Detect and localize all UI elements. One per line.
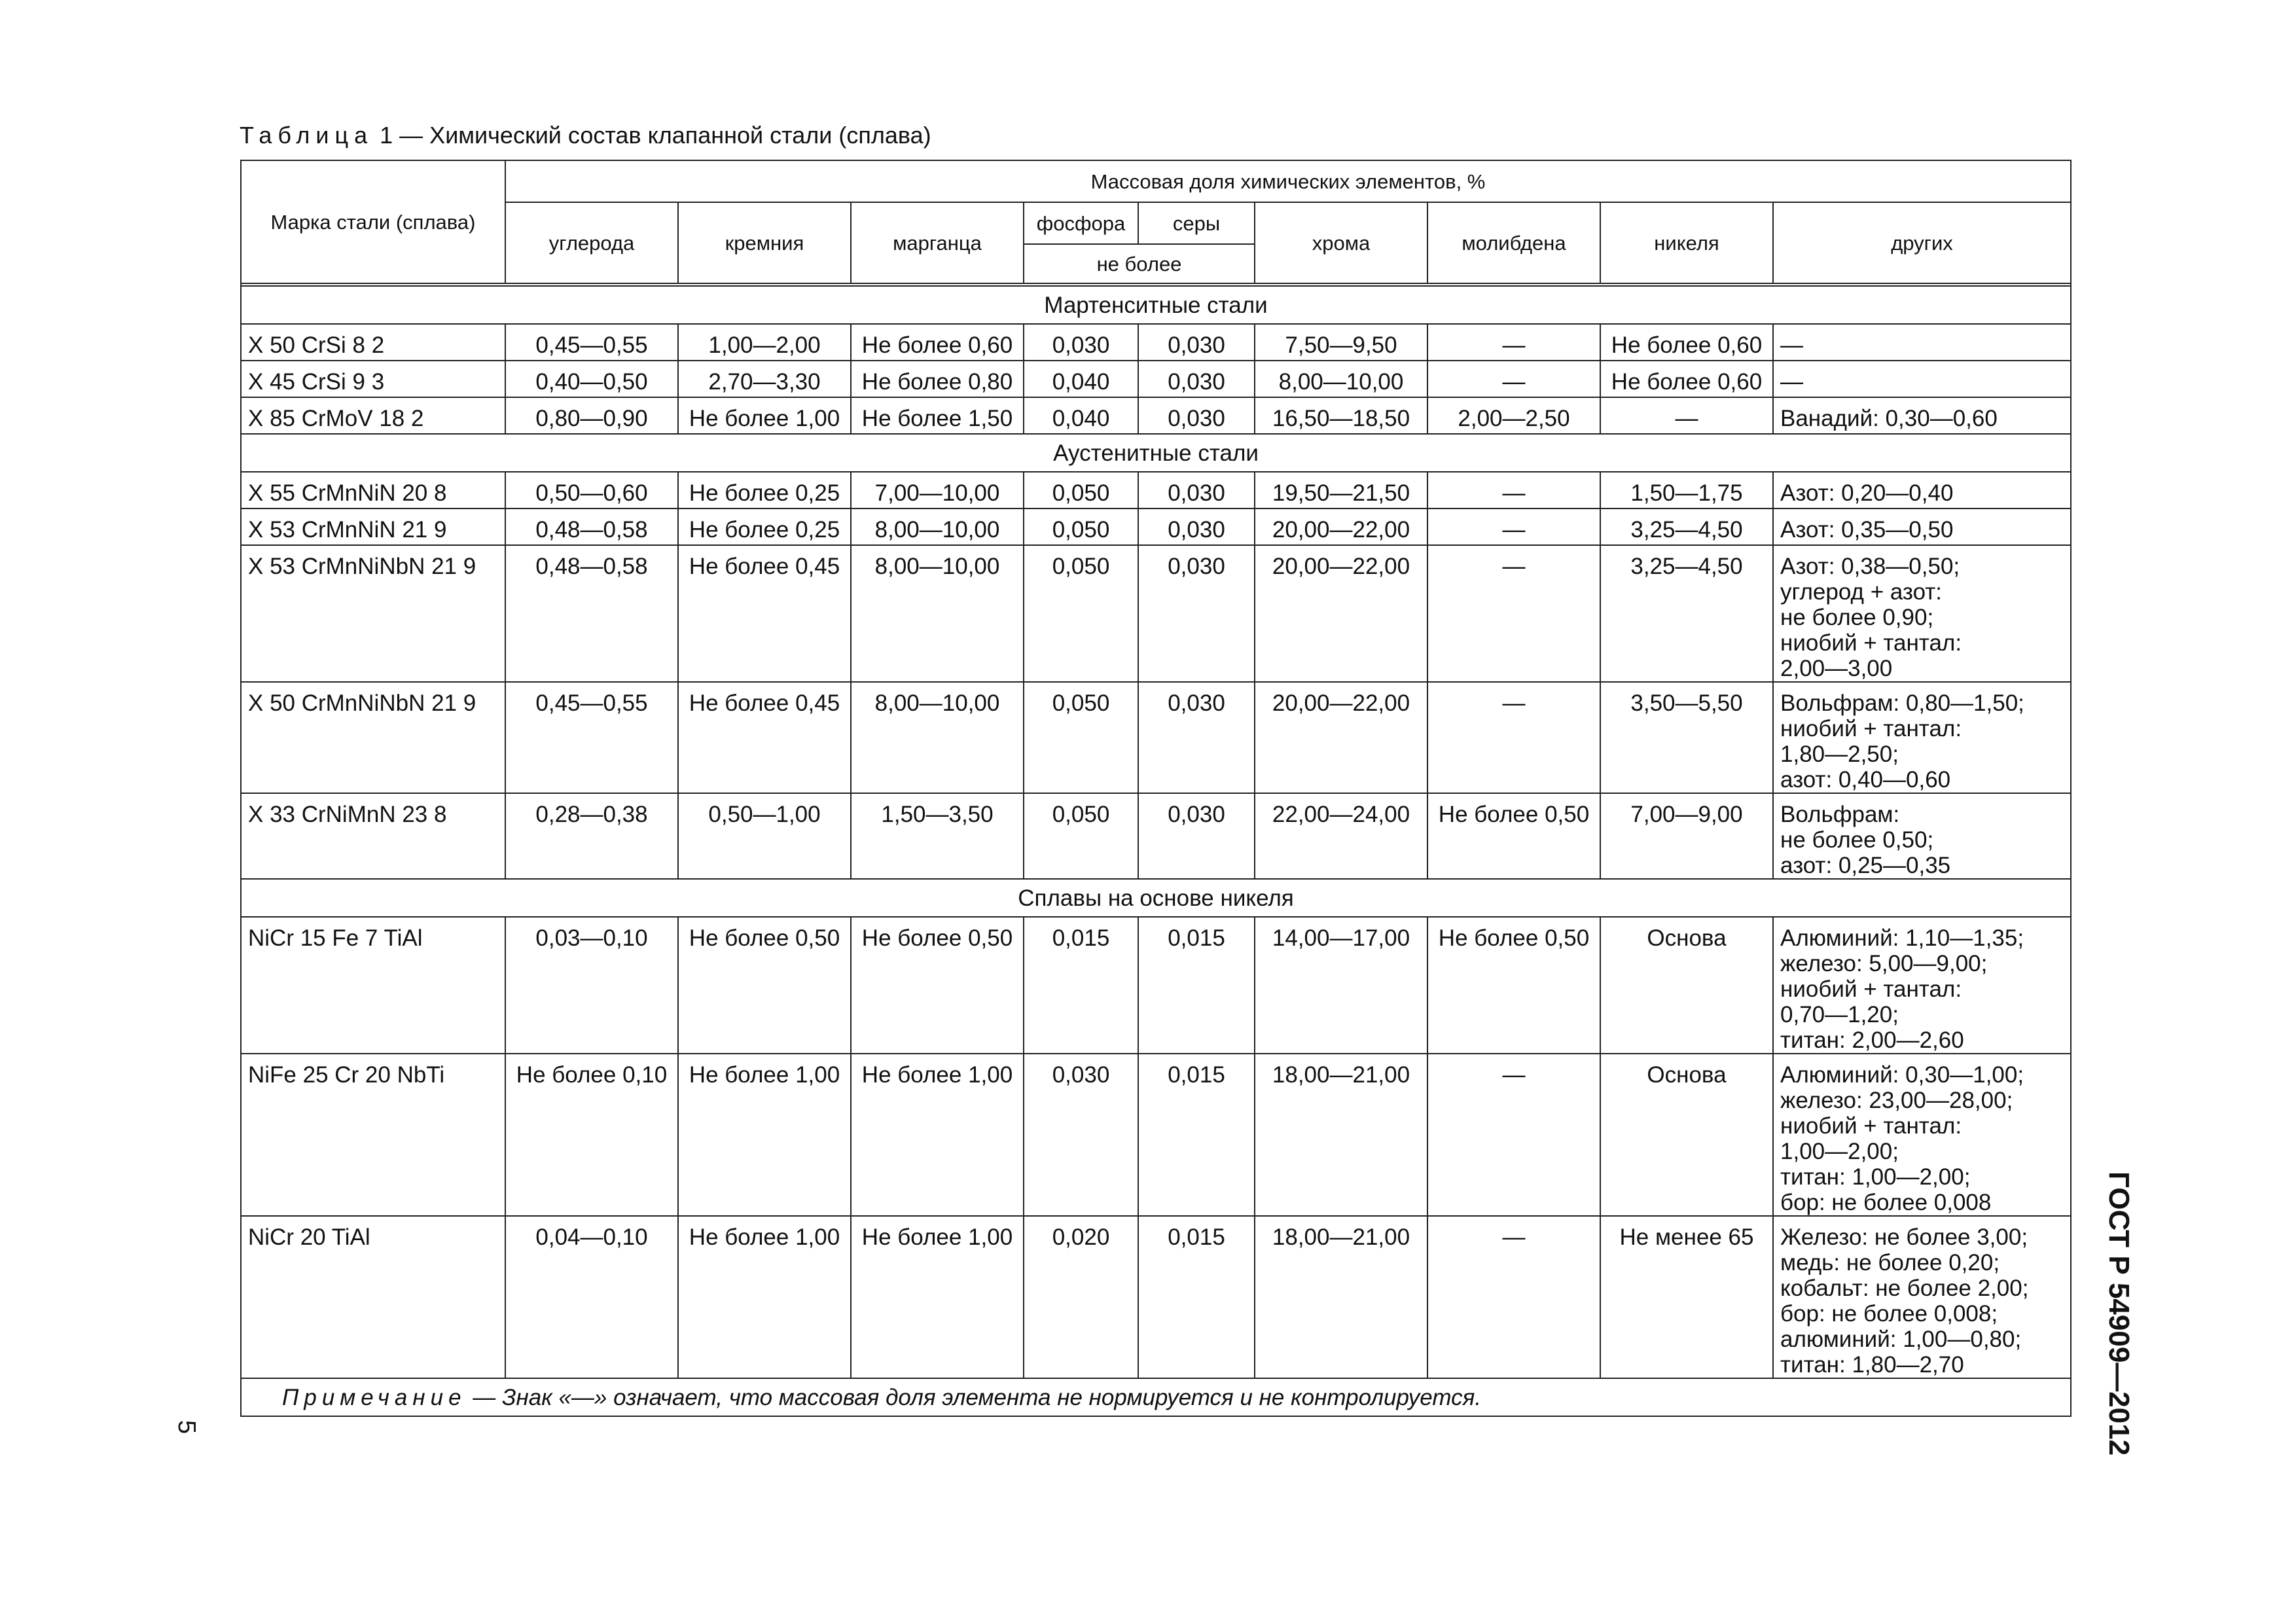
nickel-cell: Не более 0,60: [1600, 361, 1773, 397]
chromium-cell: 20,00—22,00: [1255, 508, 1427, 545]
phosphorus-cell: 0,040: [1024, 397, 1138, 434]
nickel-cell: —: [1600, 397, 1773, 434]
sulfur-cell: 0,015: [1138, 1216, 1255, 1378]
table-row: [241, 793, 2071, 879]
sulfur-cell: 0,015: [1138, 917, 1255, 1054]
grade-cell: NiCr 15 Fe 7 TiAl: [241, 917, 505, 1054]
table-caption: [240, 122, 931, 149]
table-row: [241, 917, 2071, 1054]
molybdenum-cell: Не более 0,50: [1427, 793, 1600, 879]
manganese-cell: 8,00—10,00: [851, 682, 1024, 793]
molybdenum-cell: —: [1427, 545, 1600, 682]
note-text: — Знак «—» означает, что массовая доля элемента не нормируется и не контролируется.: [466, 1384, 1482, 1410]
phosphorus-cell: 0,050: [1024, 545, 1138, 682]
silicon-cell: 1,00—2,00: [678, 324, 851, 361]
header-phosphorus: фосфора: [1024, 202, 1138, 244]
chromium-cell: 8,00—10,00: [1255, 361, 1427, 397]
header-nickel: никеля: [1600, 202, 1773, 283]
manganese-cell: 7,00—10,00: [851, 472, 1024, 508]
table-row: [241, 324, 2071, 361]
phosphorus-cell: 0,050: [1024, 682, 1138, 793]
table-row: [241, 472, 2071, 508]
chromium-cell: 20,00—22,00: [1255, 545, 1427, 682]
silicon-cell: Не более 0,45: [678, 682, 851, 793]
silicon-cell: Не более 1,00: [678, 1054, 851, 1216]
silicon-cell: Не более 1,00: [678, 1216, 851, 1378]
manganese-cell: Не более 0,80: [851, 361, 1024, 397]
standard-designation: ГОСТ Р 54909—2012: [2103, 1171, 2135, 1456]
silicon-cell: Не более 1,00: [678, 397, 851, 434]
header-not-more: не более: [1024, 244, 1255, 283]
carbon-cell: 0,48—0,58: [505, 545, 678, 682]
silicon-cell: Не более 0,25: [678, 508, 851, 545]
nickel-cell: 3,50—5,50: [1600, 682, 1773, 793]
grade-cell: X 85 CrMoV 18 2: [241, 397, 505, 434]
silicon-cell: 0,50—1,00: [678, 793, 851, 879]
manganese-cell: Не более 0,50: [851, 917, 1024, 1054]
phosphorus-cell: 0,030: [1024, 324, 1138, 361]
sulfur-cell: 0,030: [1138, 793, 1255, 879]
carbon-cell: 0,28—0,38: [505, 793, 678, 879]
sulfur-cell: 0,015: [1138, 1054, 1255, 1216]
silicon-cell: Не более 0,50: [678, 917, 851, 1054]
table-row: [241, 397, 2071, 434]
manganese-cell: 1,50—3,50: [851, 793, 1024, 879]
manganese-cell: 8,00—10,00: [851, 545, 1024, 682]
group-row: [241, 434, 2071, 472]
other-elements-cell: —: [1773, 361, 2071, 397]
page-number: 5: [173, 1420, 200, 1435]
chromium-cell: 19,50—21,50: [1255, 472, 1427, 508]
table-row: [241, 545, 2071, 682]
table-row: [241, 682, 2071, 793]
sulfur-cell: 0,030: [1138, 682, 1255, 793]
sulfur-cell: 0,030: [1138, 397, 1255, 434]
phosphorus-cell: 0,020: [1024, 1216, 1138, 1378]
grade-cell: X 50 CrSi 8 2: [241, 324, 505, 361]
header-chromium: хрома: [1255, 202, 1427, 283]
carbon-cell: 0,03—0,10: [505, 917, 678, 1054]
molybdenum-cell: —: [1427, 1054, 1600, 1216]
table-row: [241, 361, 2071, 397]
molybdenum-cell: —: [1427, 1216, 1600, 1378]
table-caption-text: 1 — Химический состав клапанной стали (сплава): [373, 122, 931, 149]
molybdenum-cell: —: [1427, 508, 1600, 545]
phosphorus-cell: 0,030: [1024, 1054, 1138, 1216]
molybdenum-cell: —: [1427, 324, 1600, 361]
group-row: [241, 879, 2071, 917]
molybdenum-cell: Не более 0,50: [1427, 917, 1600, 1054]
carbon-cell: 0,48—0,58: [505, 508, 678, 545]
phosphorus-cell: 0,040: [1024, 361, 1138, 397]
carbon-cell: 0,45—0,55: [505, 324, 678, 361]
sulfur-cell: 0,030: [1138, 472, 1255, 508]
carbon-cell: 0,45—0,55: [505, 682, 678, 793]
grade-cell: X 33 CrNiMnN 23 8: [241, 793, 505, 879]
grade-cell: NiCr 20 TiAl: [241, 1216, 505, 1378]
phosphorus-cell: 0,050: [1024, 472, 1138, 508]
note-label: Примечание: [282, 1384, 467, 1410]
molybdenum-cell: 2,00—2,50: [1427, 397, 1600, 434]
nickel-cell: Не менее 65: [1600, 1216, 1773, 1378]
other-elements-cell: Ванадий: 0,30—0,60: [1773, 397, 2071, 434]
nickel-cell: 3,25—4,50: [1600, 545, 1773, 682]
carbon-cell: 0,80—0,90: [505, 397, 678, 434]
carbon-cell: 0,50—0,60: [505, 472, 678, 508]
grade-cell: X 53 CrMnNiN 21 9: [241, 508, 505, 545]
phosphorus-cell: 0,050: [1024, 508, 1138, 545]
molybdenum-cell: —: [1427, 472, 1600, 508]
carbon-cell: Не более 0,10: [505, 1054, 678, 1216]
chromium-cell: 14,00—17,00: [1255, 917, 1427, 1054]
nickel-cell: Не более 0,60: [1600, 324, 1773, 361]
header-grade: Марка стали (сплава): [241, 160, 505, 283]
chemical-composition-table: [240, 160, 2072, 1417]
other-elements-cell: Вольфрам: не более 0,50; азот: 0,25—0,35: [1773, 793, 2071, 879]
other-elements-cell: Алюминий: 1,10—1,35; железо: 5,00—9,00; ниобий + тантал: 0,70—1,20; титан: 2,00—2,60: [1773, 917, 2071, 1054]
chromium-cell: 18,00—21,00: [1255, 1054, 1427, 1216]
phosphorus-cell: 0,015: [1024, 917, 1138, 1054]
table-caption-prefix: Таблица: [240, 122, 374, 149]
header-molybdenum: молибдена: [1427, 202, 1600, 283]
molybdenum-cell: —: [1427, 682, 1600, 793]
sulfur-cell: 0,030: [1138, 324, 1255, 361]
header-carbon: углерода: [505, 202, 678, 283]
grade-cell: X 55 CrMnNiN 20 8: [241, 472, 505, 508]
table-note: [241, 1378, 2071, 1416]
other-elements-cell: Азот: 0,35—0,50: [1773, 508, 2071, 545]
carbon-cell: 0,40—0,50: [505, 361, 678, 397]
silicon-cell: Не более 0,45: [678, 545, 851, 682]
sulfur-cell: 0,030: [1138, 508, 1255, 545]
other-elements-cell: —: [1773, 324, 2071, 361]
chromium-cell: 18,00—21,00: [1255, 1216, 1427, 1378]
group-title: Аустенитные стали: [241, 434, 2071, 472]
chromium-cell: 7,50—9,50: [1255, 324, 1427, 361]
grade-cell: X 45 CrSi 9 3: [241, 361, 505, 397]
grade-cell: X 53 CrMnNiNbN 21 9: [241, 545, 505, 682]
manganese-cell: 8,00—10,00: [851, 508, 1024, 545]
grade-cell: X 50 CrMnNiNbN 21 9: [241, 682, 505, 793]
sulfur-cell: 0,030: [1138, 545, 1255, 682]
grade-cell: NiFe 25 Cr 20 NbTi: [241, 1054, 505, 1216]
manganese-cell: Не более 0,60: [851, 324, 1024, 361]
other-elements-cell: Азот: 0,20—0,40: [1773, 472, 2071, 508]
header-other: других: [1773, 202, 2071, 283]
other-elements-cell: Вольфрам: 0,80—1,50; ниобий + тантал: 1,80—2,50; азот: 0,40—0,60: [1773, 682, 2071, 793]
manganese-cell: Не более 1,50: [851, 397, 1024, 434]
other-elements-cell: Алюминий: 0,30—1,00; железо: 23,00—28,00; ниобий + тантал: 1,00—2,00; титан: 1,00—2,00; бор: не более 0,008: [1773, 1054, 2071, 1216]
other-elements-cell: Азот: 0,38—0,50; углерод + азот: не более 0,90; ниобий + тантал: 2,00—3,00: [1773, 545, 2071, 682]
carbon-cell: 0,04—0,10: [505, 1216, 678, 1378]
group-title: Мартенситные стали: [241, 286, 2071, 324]
other-elements-cell: Железо: не более 3,00; медь: не более 0,20; кобальт: не более 2,00; бор: не более 0,008; алюминий: 1,00—0,80; титан: 1,80—2,70: [1773, 1216, 2071, 1378]
chromium-cell: 22,00—24,00: [1255, 793, 1427, 879]
nickel-cell: Основа: [1600, 1054, 1773, 1216]
molybdenum-cell: —: [1427, 361, 1600, 397]
table-row: [241, 508, 2071, 545]
table-row: [241, 1216, 2071, 1378]
table-row: [241, 1054, 2071, 1216]
manganese-cell: Не более 1,00: [851, 1216, 1024, 1378]
silicon-cell: 2,70—3,30: [678, 361, 851, 397]
header-mass-fraction: Массовая доля химических элементов, %: [505, 160, 2071, 202]
phosphorus-cell: 0,050: [1024, 793, 1138, 879]
header-manganese: марганца: [851, 202, 1024, 283]
chromium-cell: 16,50—18,50: [1255, 397, 1427, 434]
header-silicon: кремния: [678, 202, 851, 283]
manganese-cell: Не более 1,00: [851, 1054, 1024, 1216]
header-sulfur: серы: [1138, 202, 1255, 244]
group-title: Сплавы на основе никеля: [241, 879, 2071, 917]
nickel-cell: 3,25—4,50: [1600, 508, 1773, 545]
chromium-cell: 20,00—22,00: [1255, 682, 1427, 793]
nickel-cell: 7,00—9,00: [1600, 793, 1773, 879]
sulfur-cell: 0,030: [1138, 361, 1255, 397]
nickel-cell: 1,50—1,75: [1600, 472, 1773, 508]
group-row: [241, 286, 2071, 324]
silicon-cell: Не более 0,25: [678, 472, 851, 508]
nickel-cell: Основа: [1600, 917, 1773, 1054]
